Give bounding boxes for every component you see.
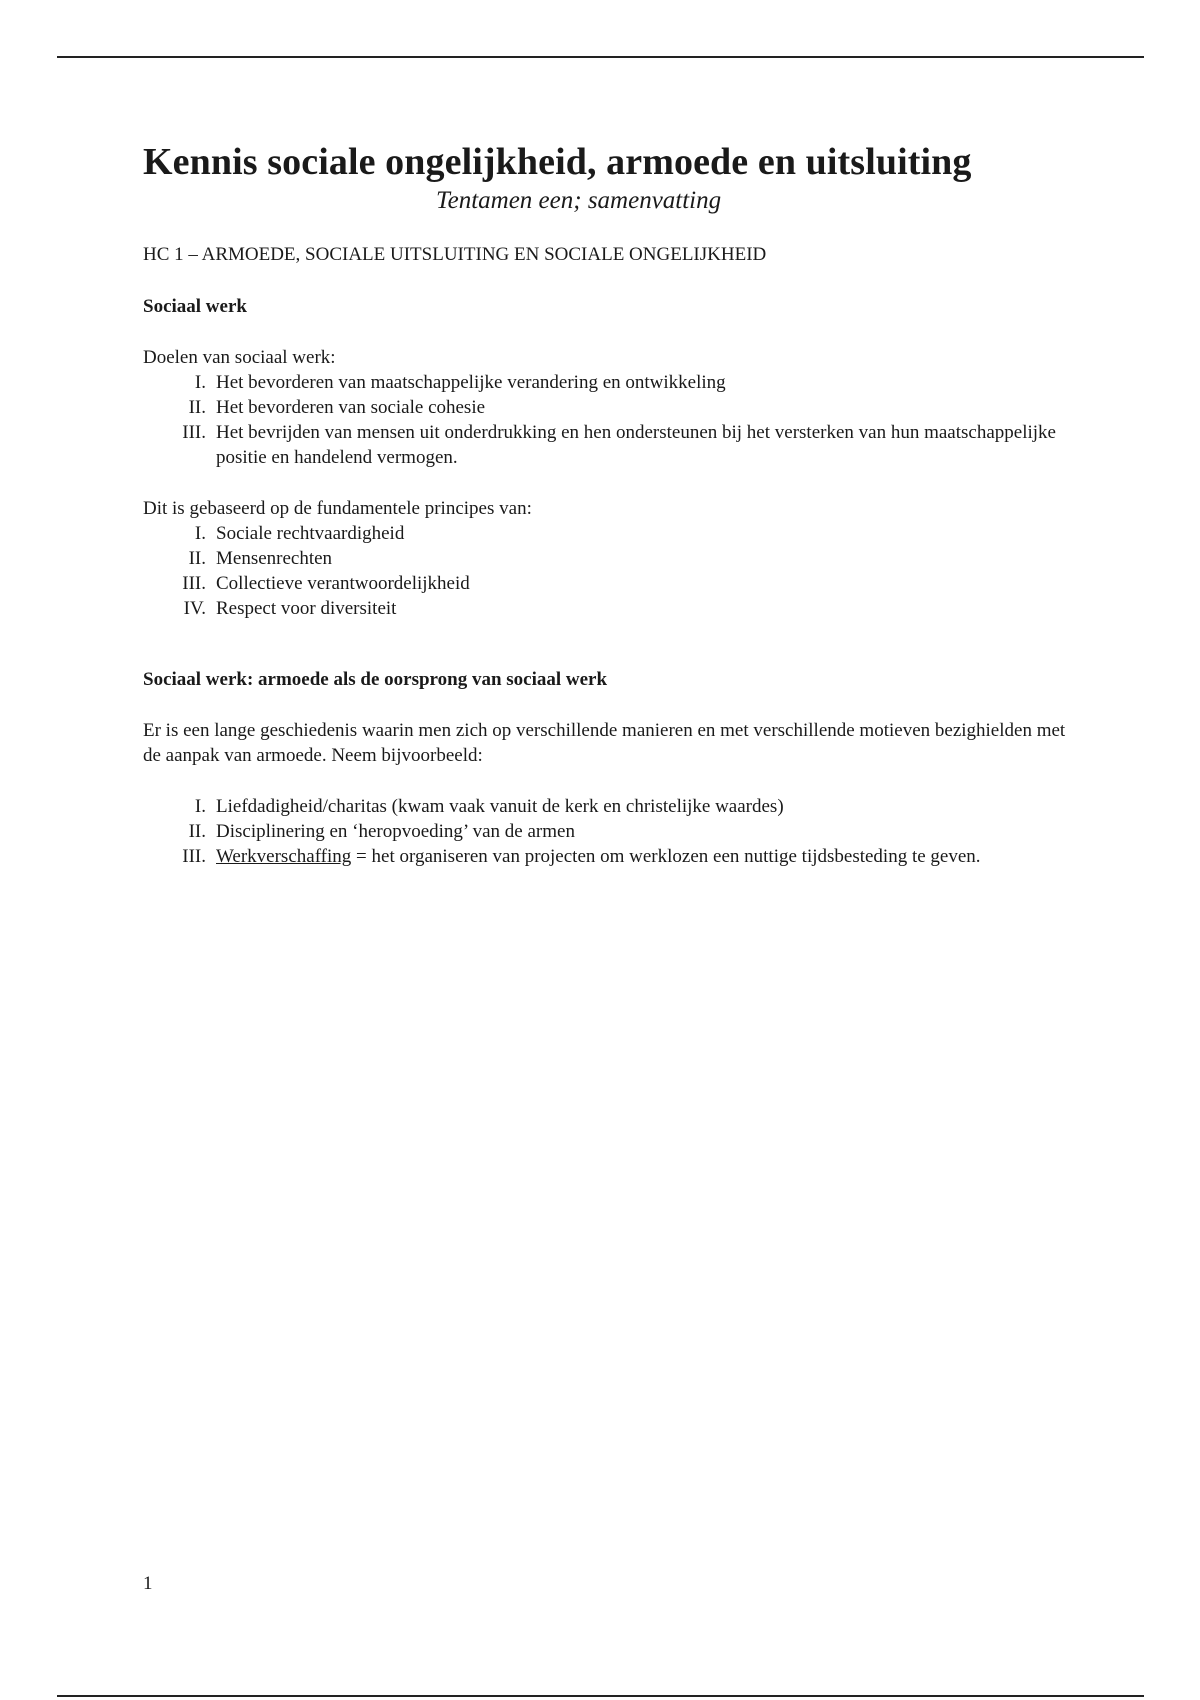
list-item	[143, 571, 1068, 596]
lecture-heading: HC 1 – ARMOEDE, SOCIALE UITSLUITING EN SOCIALE ONGELIJKHEID	[143, 244, 767, 265]
list-numeral: III.	[182, 846, 206, 867]
list-numeral: III.	[182, 573, 206, 594]
list-text: Het bevorderen van sociale cohesie	[216, 397, 486, 418]
list-numeral: I.	[194, 523, 206, 544]
history-intro: Er is een lange geschiedenis waarin men zich op verschillende manieren en met verschillende motieven bezighielden met de aanpak van armoede. Neem bijvoorbeeld:	[143, 720, 1066, 766]
list-item	[143, 521, 1068, 546]
list-text: Sociale rechtvaardigheid	[216, 523, 405, 544]
list-numeral: IV.	[183, 598, 206, 619]
list-item	[143, 546, 1068, 571]
list-item	[143, 395, 1068, 420]
list-item	[143, 844, 1068, 869]
page-number: 1	[143, 1573, 153, 1594]
bottom-border-line	[57, 1695, 1144, 1697]
list-text-with-term	[216, 844, 1068, 869]
document-title: Kennis sociale ongelijkheid, armoede en uitsluiting	[143, 141, 972, 183]
section-heading-sociaal-werk: Sociaal werk	[143, 296, 247, 317]
list-numeral: I.	[194, 372, 206, 393]
list-numeral: I.	[194, 796, 206, 817]
list-text: Disciplinering en ‘heropvoeding’ van de armen	[216, 821, 575, 842]
term-definition: = het organiseren van projecten om werklozen een nuttige tijdsbesteding te geven.	[351, 846, 981, 867]
list-text: Respect voor diversiteit	[216, 598, 397, 619]
top-border-line	[57, 56, 1144, 58]
list-text: Collectieve verantwoordelijkheid	[216, 573, 470, 594]
principles-list	[143, 521, 1068, 621]
list-text: Mensenrechten	[216, 548, 333, 569]
list-text: Het bevorderen van maatschappelijke verandering en ontwikkeling	[216, 372, 726, 393]
list-item	[143, 819, 1068, 844]
goals-list	[143, 370, 1068, 470]
list-text: Het bevrijden van mensen uit onderdrukking en hen ondersteunen bij het versterken van hun maatschappelijke positie en handelend vermogen.	[216, 422, 1056, 468]
list-item	[143, 794, 1068, 819]
section-heading-armoede-oorsprong: Sociaal werk: armoede als de oorsprong van sociaal werk	[143, 669, 608, 690]
document-subtitle: Tentamen een; samenvatting	[436, 187, 722, 214]
document-body	[143, 138, 1068, 869]
approaches-list	[143, 794, 1068, 869]
list-item	[143, 420, 1068, 470]
list-numeral: II.	[188, 821, 206, 842]
goals-intro: Doelen van sociaal werk:	[143, 347, 336, 368]
principles-intro: Dit is gebaseerd op de fundamentele principes van:	[143, 498, 532, 519]
list-item	[143, 370, 1068, 395]
underlined-term: Werkverschaffing	[216, 846, 352, 867]
list-numeral: II.	[188, 548, 206, 569]
list-text: Liefdadigheid/charitas (kwam vaak vanuit de kerk en christelijke waardes)	[216, 796, 784, 817]
list-numeral: III.	[182, 422, 206, 443]
list-item	[143, 596, 1068, 621]
list-numeral: II.	[188, 397, 206, 418]
